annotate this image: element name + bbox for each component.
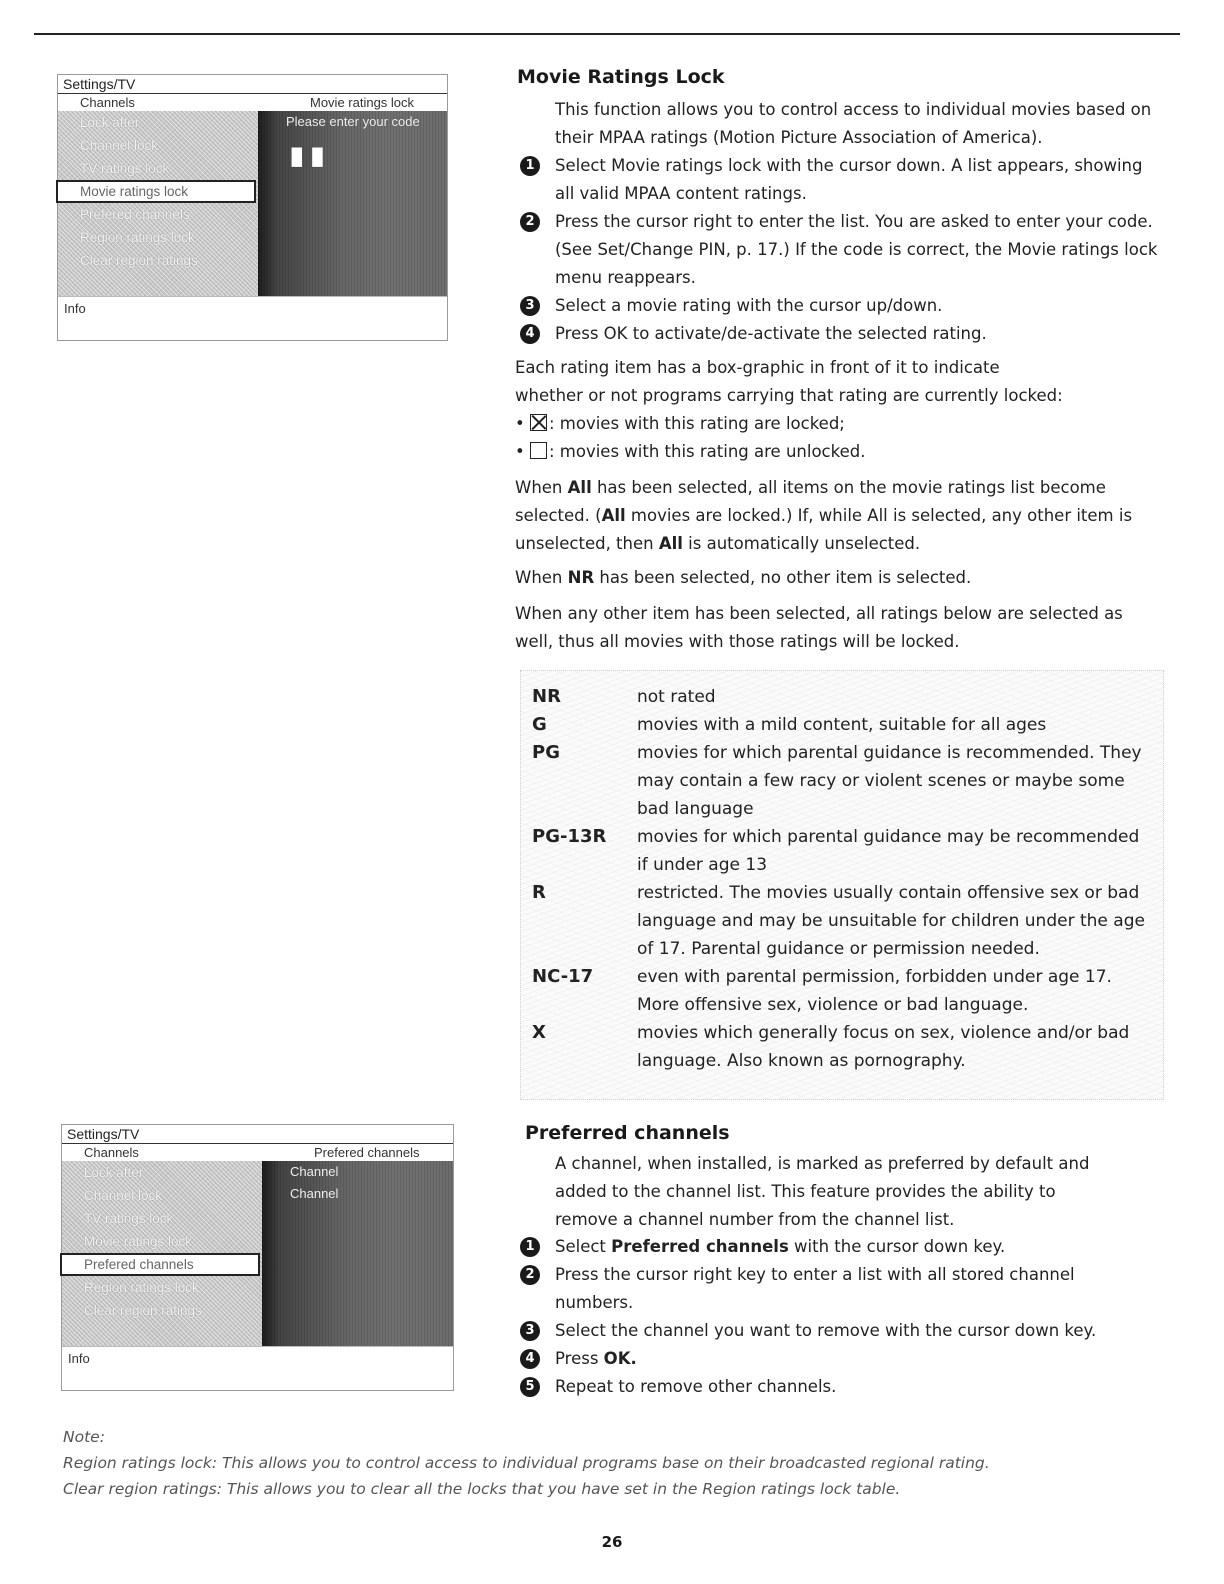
step-number-icon: 3 bbox=[520, 296, 540, 316]
rating-code: X bbox=[532, 1022, 546, 1043]
movie-ratings-heading: Movie Ratings Lock bbox=[517, 66, 725, 88]
movie-intro-text: This function allows you to control access to individual movies based on their MPAA ratings (Motion Picture Association of America). bbox=[555, 100, 1152, 147]
step-text: Press OK to activate/de-activate the selected rating. bbox=[555, 324, 987, 343]
unlocked-legend: • : movies with this rating are unlocked. bbox=[515, 442, 866, 461]
preferred-step bbox=[525, 1317, 1155, 1345]
rating-desc: movies for which parental guidance may be recommended if under age 13 bbox=[637, 827, 1140, 875]
tv-menu-panel bbox=[262, 1161, 453, 1346]
rating-code: PG bbox=[532, 742, 560, 763]
box-line-2: whether or not programs carrying that rating are currently locked: bbox=[515, 386, 1063, 405]
tv-menu-item-selected: Movie ratings lock bbox=[56, 180, 256, 203]
tv-menu-panel bbox=[258, 111, 447, 296]
all-paragraph bbox=[515, 474, 1165, 558]
step-text: Select Movie ratings lock with the cursor down. A list appears, showing all valid MPAA content ratings. bbox=[555, 156, 1143, 203]
tv-menu-panel-item: Please enter your code bbox=[286, 114, 420, 129]
step-number-icon: 1 bbox=[520, 1237, 540, 1257]
bold-text: Preferred channels bbox=[611, 1237, 789, 1256]
tv-menu-body bbox=[62, 1161, 453, 1346]
rating-code: G bbox=[532, 714, 547, 735]
note-label: Note: bbox=[63, 1428, 105, 1446]
other-paragraph: When any other item has been selected, all ratings below are selected as well, thus all movies with those ratings will be locked. bbox=[515, 604, 1123, 651]
tv-menu-body bbox=[58, 111, 447, 296]
note bbox=[63, 1424, 1163, 1502]
preferred-step bbox=[525, 1345, 1155, 1373]
step-number-icon: 4 bbox=[520, 324, 540, 344]
tv-menu-item: Region ratings lock bbox=[84, 1280, 199, 1295]
tv-menu-item: Lock after bbox=[84, 1165, 144, 1180]
tv-menu-title: Settings/TV bbox=[58, 75, 447, 94]
movie-step bbox=[525, 292, 1165, 320]
step-text: Press the cursor right to enter the list. You are asked to enter your code. (See Set/Change PIN, p. 17.) If the code is correct, the Movie ratings lock menu reappears. bbox=[555, 212, 1158, 287]
box-line-1: Each rating item has a box-graphic in front of it to indicate bbox=[515, 358, 1000, 377]
rating-code: NC-17 bbox=[532, 966, 594, 987]
rating-desc: even with parental permission, forbidden under age 17. More offensive sex, violence or bad language. bbox=[637, 967, 1112, 1015]
rating-code: PG-13R bbox=[532, 826, 607, 847]
tv-menu-item: Clear region ratings bbox=[84, 1303, 202, 1318]
tv-menu-item: Clear region ratings bbox=[80, 253, 198, 268]
step-number-icon: 2 bbox=[520, 1265, 540, 1285]
step-text: Select a movie rating with the cursor up/down. bbox=[555, 296, 943, 315]
movie-step bbox=[525, 152, 1165, 208]
tv-menu-item: Lock after bbox=[80, 115, 140, 130]
preferred-channels-heading: Preferred channels bbox=[525, 1122, 730, 1144]
tv-menu-item: Channel lock bbox=[84, 1188, 163, 1203]
tv-menu-item: Prefered channels bbox=[80, 207, 190, 222]
tv-menu-col-right: Movie ratings lock bbox=[310, 95, 415, 110]
text: is automatically unselected. bbox=[682, 534, 921, 553]
tv-menu-panel-item: Channel bbox=[290, 1164, 339, 1179]
locked-legend: • : movies with this rating are locked; bbox=[515, 414, 845, 433]
locked-text: : movies with this rating are locked; bbox=[548, 414, 845, 433]
note-line-1: Region ratings lock: This allows you to control access to individual programs base on their broadcasted regional rating. bbox=[63, 1454, 990, 1472]
tv-menu-item: Region ratings lock bbox=[80, 230, 195, 245]
preferred-intro-text: A channel, when installed, is marked as preferred by default and added to the channel list. This feature provides the ability to remove a channel number from the channel list. bbox=[555, 1154, 1090, 1229]
step-number-icon: 4 bbox=[520, 1349, 540, 1369]
step-number-icon: 3 bbox=[520, 1321, 540, 1341]
rating-desc: movies which generally focus on sex, violence and/or bad language. Also known as pornography. bbox=[637, 1023, 1130, 1071]
text: has been selected, all items on the movie ratings list become selected. ( bbox=[515, 478, 1106, 525]
text: movies are locked.) If, while All is selected, any other item is unselected, then bbox=[515, 506, 1133, 553]
nr-paragraph bbox=[515, 564, 1165, 592]
tv-menu-info: Info bbox=[62, 1346, 453, 1390]
tv-menu-preferred-channels bbox=[61, 1124, 454, 1391]
tv-menu-item-selected: Prefered channels bbox=[60, 1253, 260, 1276]
unlocked-text: : movies with this rating are unlocked. bbox=[548, 442, 866, 461]
bold-all: All bbox=[567, 478, 592, 497]
rating-desc: movies with a mild content, suitable for all ages bbox=[637, 715, 1047, 735]
tv-menu-item: Movie ratings lock bbox=[84, 1234, 193, 1249]
step-number-icon: 2 bbox=[520, 212, 540, 232]
empty-box-icon bbox=[530, 442, 547, 459]
preferred-step bbox=[525, 1261, 1075, 1317]
box-graphic-explanation bbox=[515, 354, 1165, 466]
step-text: Press the cursor right key to enter a list with all stored channel numbers. bbox=[555, 1265, 1075, 1312]
tv-menu-column-heads bbox=[58, 94, 447, 111]
code-entry-bars: ▐▌▐▌ bbox=[286, 149, 328, 166]
tv-menu-col-right: Prefered channels bbox=[314, 1145, 420, 1160]
rating-code: R bbox=[532, 882, 546, 903]
tv-menu-movie-ratings bbox=[57, 74, 448, 341]
bold-all: All bbox=[658, 534, 683, 553]
text: Press bbox=[555, 1349, 604, 1368]
ratings-table bbox=[520, 670, 1164, 1100]
tv-menu-title: Settings/TV bbox=[62, 1125, 453, 1144]
preferred-step bbox=[525, 1233, 1155, 1261]
checked-box-icon bbox=[530, 414, 547, 431]
rating-code: NR bbox=[532, 686, 561, 707]
page-number: 26 bbox=[601, 1533, 623, 1551]
text: has been selected, no other item is selected. bbox=[594, 568, 972, 587]
tv-menu-list bbox=[58, 111, 258, 296]
bold-text: OK. bbox=[603, 1349, 637, 1368]
step-text: Select the channel you want to remove with the cursor down key. bbox=[555, 1321, 1097, 1340]
step-text bbox=[555, 1233, 1155, 1261]
bold-all: All bbox=[601, 506, 626, 525]
preferred-step bbox=[525, 1373, 1155, 1401]
step-text bbox=[555, 1345, 1155, 1373]
tv-menu-panel-item: Channel bbox=[290, 1186, 339, 1201]
step-number-icon: 1 bbox=[520, 156, 540, 176]
top-rule bbox=[34, 33, 1180, 35]
note-line-2: Clear region ratings: This allows you to clear all the locks that you have set in the Region ratings lock table. bbox=[63, 1480, 901, 1498]
tv-menu-info: Info bbox=[58, 296, 447, 340]
rating-desc: movies for which parental guidance is recommended. They may contain a few racy or violent scenes or maybe some bad language bbox=[637, 743, 1142, 819]
movie-step bbox=[525, 320, 1165, 348]
text: with the cursor down key. bbox=[788, 1237, 1006, 1256]
tv-menu-item: TV ratings lock bbox=[80, 161, 170, 176]
movie-step bbox=[525, 208, 1165, 292]
text: When bbox=[515, 478, 568, 497]
rating-desc: restricted. The movies usually contain offensive sex or bad language and may be unsuitable for children under the age of 17. Parental guidance or permission needed. bbox=[637, 883, 1145, 959]
tv-menu-list bbox=[62, 1161, 262, 1346]
step-number-icon: 5 bbox=[520, 1377, 540, 1397]
step-text: Repeat to remove other channels. bbox=[555, 1377, 837, 1396]
tv-menu-item: TV ratings lock bbox=[84, 1211, 174, 1226]
tv-menu-item: Channel lock bbox=[80, 138, 159, 153]
text: Select bbox=[555, 1237, 612, 1256]
rating-desc: not rated bbox=[637, 687, 716, 707]
tv-menu-col-left: Channels bbox=[84, 1145, 139, 1160]
text: When bbox=[515, 568, 568, 587]
tv-menu-column-heads bbox=[62, 1144, 453, 1161]
bold-nr: NR bbox=[567, 568, 595, 587]
tv-menu-col-left: Channels bbox=[80, 95, 135, 110]
